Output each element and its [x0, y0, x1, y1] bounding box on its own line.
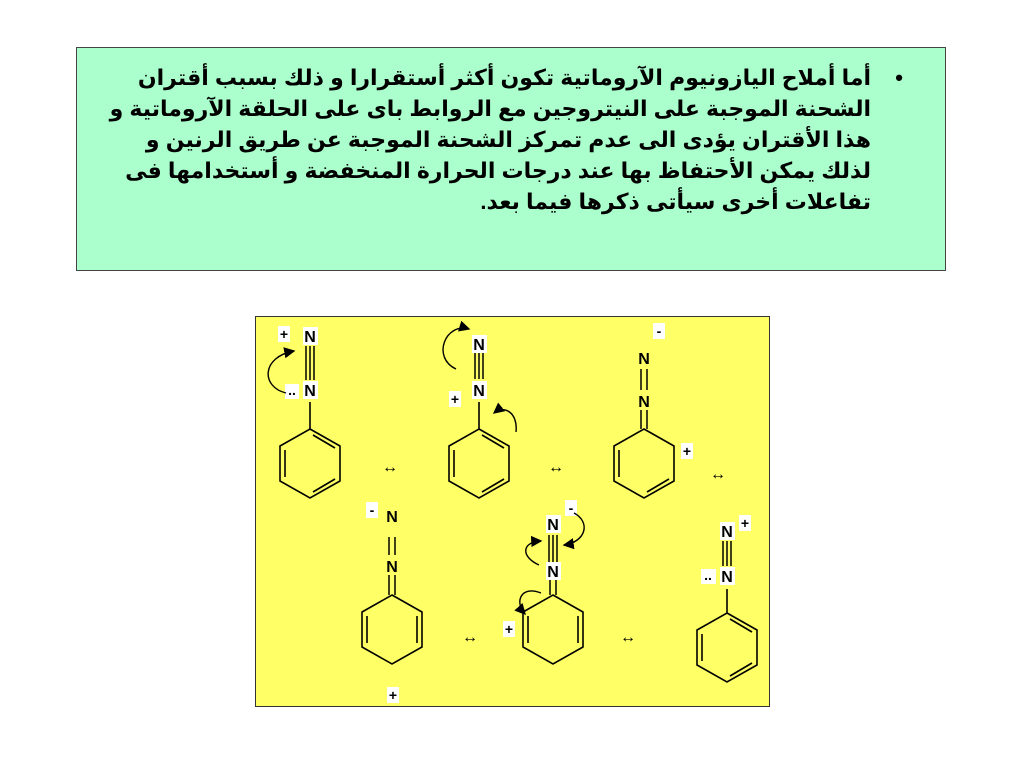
electron-arrow	[526, 541, 541, 565]
resonance-arrow: ↔	[710, 466, 726, 483]
c-n-double-bond	[550, 580, 556, 595]
nitrogen-atom-label: N	[386, 559, 398, 576]
nitrogen-atom-label: N	[638, 394, 650, 411]
nitrogen-atom-label: N	[638, 351, 650, 368]
electron-arrow	[494, 410, 516, 432]
benzene-ring	[697, 613, 757, 682]
bullet-list	[77, 62, 945, 217]
negative-charge: -	[369, 502, 375, 518]
electron-arrow	[520, 591, 541, 614]
resonance-svg	[256, 317, 771, 708]
nitrogen-atom-label: N	[304, 329, 316, 346]
positive-charge: +	[682, 443, 692, 459]
structure-1	[268, 326, 340, 498]
resonance-arrow: ↔	[462, 629, 478, 646]
structure-2	[443, 328, 516, 498]
positive-charge: +	[740, 515, 750, 531]
nitrogen-atom-label: N	[721, 569, 733, 586]
cyclohexadiene-ring	[614, 429, 674, 498]
nitrogen-atom-label: N	[547, 564, 559, 581]
lone-pair: ..	[704, 567, 712, 583]
c-n-double-bond	[389, 575, 395, 595]
positive-charge: +	[504, 621, 514, 637]
nitrogen-atom-label: N	[547, 517, 559, 534]
resonance-arrow: ↔	[382, 459, 398, 476]
electron-arrow	[443, 328, 469, 369]
positive-charge: +	[279, 326, 289, 342]
structure-3	[614, 323, 693, 498]
resonance-diagram	[255, 316, 770, 707]
n-n-triple-bond	[475, 353, 483, 379]
resonance-arrow: ↔	[548, 459, 564, 476]
bullet-marker: •	[895, 65, 903, 90]
negative-charge: -	[656, 323, 662, 339]
nitrogen-atom-label: N	[473, 337, 485, 354]
nitrogen-atom-label: N	[386, 509, 398, 526]
n-n-triple-bond	[549, 535, 557, 562]
n-n-double-bond	[641, 369, 647, 390]
benzene-ring	[449, 429, 509, 498]
structure-4	[362, 502, 422, 703]
bullet-paragraph	[101, 62, 903, 217]
n-n-double-bond	[389, 537, 395, 555]
benzene-ring	[280, 429, 340, 498]
structure-6	[697, 515, 757, 682]
n-n-triple-bond	[723, 541, 731, 566]
lone-pair: ..	[288, 382, 296, 398]
positive-charge: +	[388, 687, 398, 703]
cyclohexadiene-ring	[362, 595, 422, 664]
resonance-arrow: ↔	[620, 629, 636, 646]
nitrogen-atom-label: N	[721, 524, 733, 541]
nitrogen-atom-label: N	[473, 383, 485, 400]
structure-5	[503, 500, 584, 664]
nitrogen-atom-label: N	[304, 383, 316, 400]
paragraph-text: أما أملاح اليازونيوم الآروماتية تكون أكثر أستقرارا و ذلك بسبب أقتران الشحنة الموجبة على النيتروجين مع الروابط باى على الحلقة الآروماتية و هذا الأقتران يؤدى الى عدم تمركز الشحنة الموجبة عن طريق الرنين و لذلك يمكن الأحتفاظ بها عند درجات الحرارة المنخفضة و أستخدامها فى تفاعلات أخرى سيأتى ذكرها فيما بعد.	[109, 65, 871, 214]
text-box	[76, 47, 946, 271]
negative-charge: -	[568, 500, 574, 516]
electron-arrow	[564, 513, 584, 545]
positive-charge: +	[450, 391, 460, 407]
n-n-triple-bond	[306, 346, 314, 380]
c-n-double-bond	[641, 410, 647, 429]
cyclohexadiene-ring	[523, 595, 583, 664]
